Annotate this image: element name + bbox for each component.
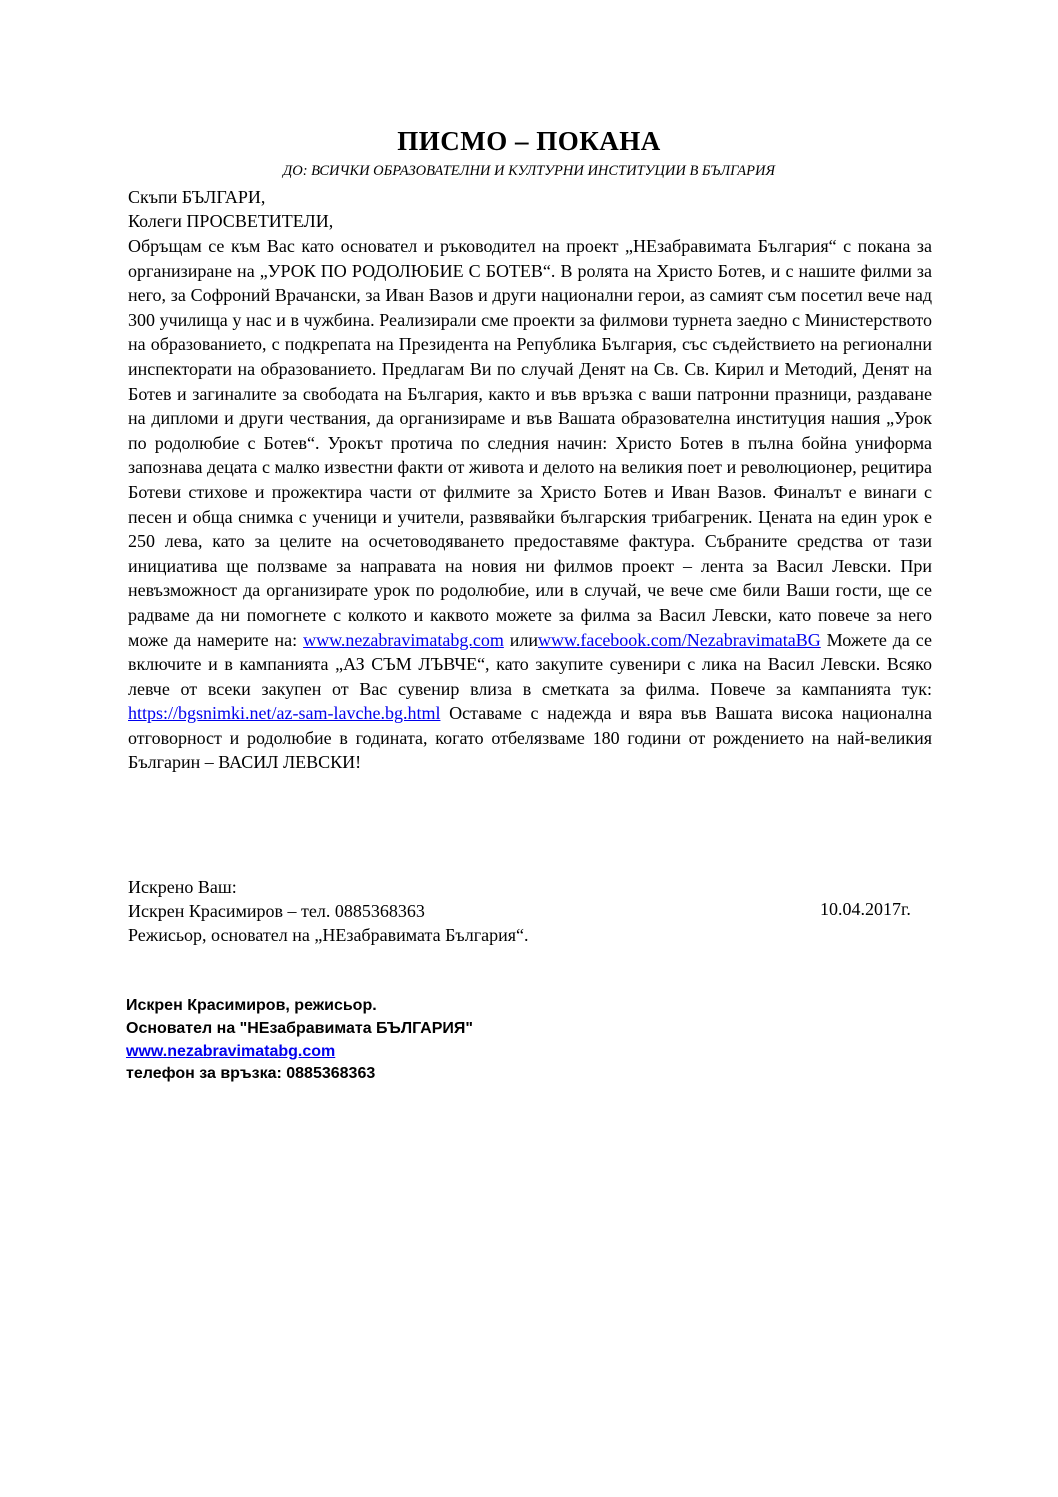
- greeting-line-2: Колеги ПРОСВЕТИТЕЛИ,: [128, 211, 334, 231]
- signature-website-row: [126, 1041, 335, 1063]
- author-line: Искрен Красимиров – тел. 0885368363: [128, 901, 425, 921]
- letter-title: ПИСМО – ПОКАНА: [397, 126, 661, 156]
- letter-addressee: ДО: ВСИЧКИ ОБРАЗОВАТЕЛНИ И КУЛТУРНИ ИНСТИТУЦИИ В БЪЛГАРИЯ: [283, 163, 775, 179]
- campaign-link[interactable]: https://bgsnimki.net/az-sam-lavche.bg.html: [128, 703, 441, 724]
- letter-body: [128, 234, 932, 775]
- body-text-connector: или: [503, 629, 539, 650]
- body-text-part-2: Можете да се включите и в кампанията „АЗ СЪМ ЛЪВЧЕ“, като закупите сувенири с лика на Васил Левски. Всяко левче от всеки закупен от Вас сувенир влиза в сметката за филма. Повече за кампанията тук:: [128, 629, 932, 699]
- closing-line: Искрено Ваш:: [128, 877, 237, 897]
- body-text-part-3: Оставаме с надежда и вяра във Вашата висока национална отговорност и родолюбие в годината, когато отбелязваме 180 години от рождението на най-великия Българин – ВАСИЛ ЛЕВСКИ!: [128, 703, 932, 773]
- website-link[interactable]: www.nezabravimatabg.com: [303, 629, 504, 650]
- signature-name: Искрен Красимиров, режисьор.: [126, 997, 377, 1014]
- body-text-part-1: Обръщам се към Вас като основател и ръководител на проект „НЕзабравимата България“ с покана за организиране на „УРОК ПО РОДОЛЮБИЕ С БОТЕВ“. В ролята на Христо Ботев, и с нашите филми за него, за Софроний Врачански, за Иван Вазов и други национални герои, аз самият съм посетил вече над 300 училища у нас и в чужбина. Реализирали сме проекти за филмови турнета заедно с Министерството на образованието, с подкрепата на Президента на Република България, със съдействието на регионални инспекторати на образованието. Предлагам Ви по случай Денят на Св. Св. Кирил и Методий, Денят на Ботев и загиналите за свободата на България, както и във връзка с ваши патронни празници, раздаване на дипломи и други чествания, да организираме и във Вашата образователна институция нашия „Урок по родолюбие с Ботев“. Урокът протича по следния начин: Христо Ботев в пълна бойна униформа запознава децата с малко известни факти от живота и делото на великия поет и революционер, рецитира Ботеви стихове и прожектира части от филмите за Христо Ботев и Иван Вазов. Финалът е винаги с песен и обща снимка с ученици и учители, развявайки българския трибагреник. Цената на един урок е 250 лева, като за целите на осчетоводяването предоставяме фактура. Събраните средства от тази инициатива ще ползваме за направата на новия ни филмов проект – лента за Васил Левски. При невъзможност да организирате урок по родолюбие, или в случай, че вече сме били Ваши гости, ще се радваме да ни помогнете с колкото и каквото можете за филма за Васил Левски, като повече за него може да намерите на:: [128, 236, 932, 650]
- facebook-link[interactable]: www.facebook.com/NezabravimataBG: [538, 629, 821, 650]
- letter-date: 10.04.2017г.: [820, 899, 911, 919]
- greeting-line-1: Скъпи БЪЛГАРИ,: [128, 187, 266, 207]
- signature-website-link[interactable]: www.nezabravimatabg.com: [126, 1043, 336, 1060]
- signature-founder: Основател на "НЕзабравимата БЪЛГАРИЯ": [126, 1020, 473, 1037]
- role-line: Режисьор, основател на „НЕзабравимата България“.: [128, 925, 529, 945]
- signature-phone: телефон за връзка: 0885368363: [126, 1065, 376, 1082]
